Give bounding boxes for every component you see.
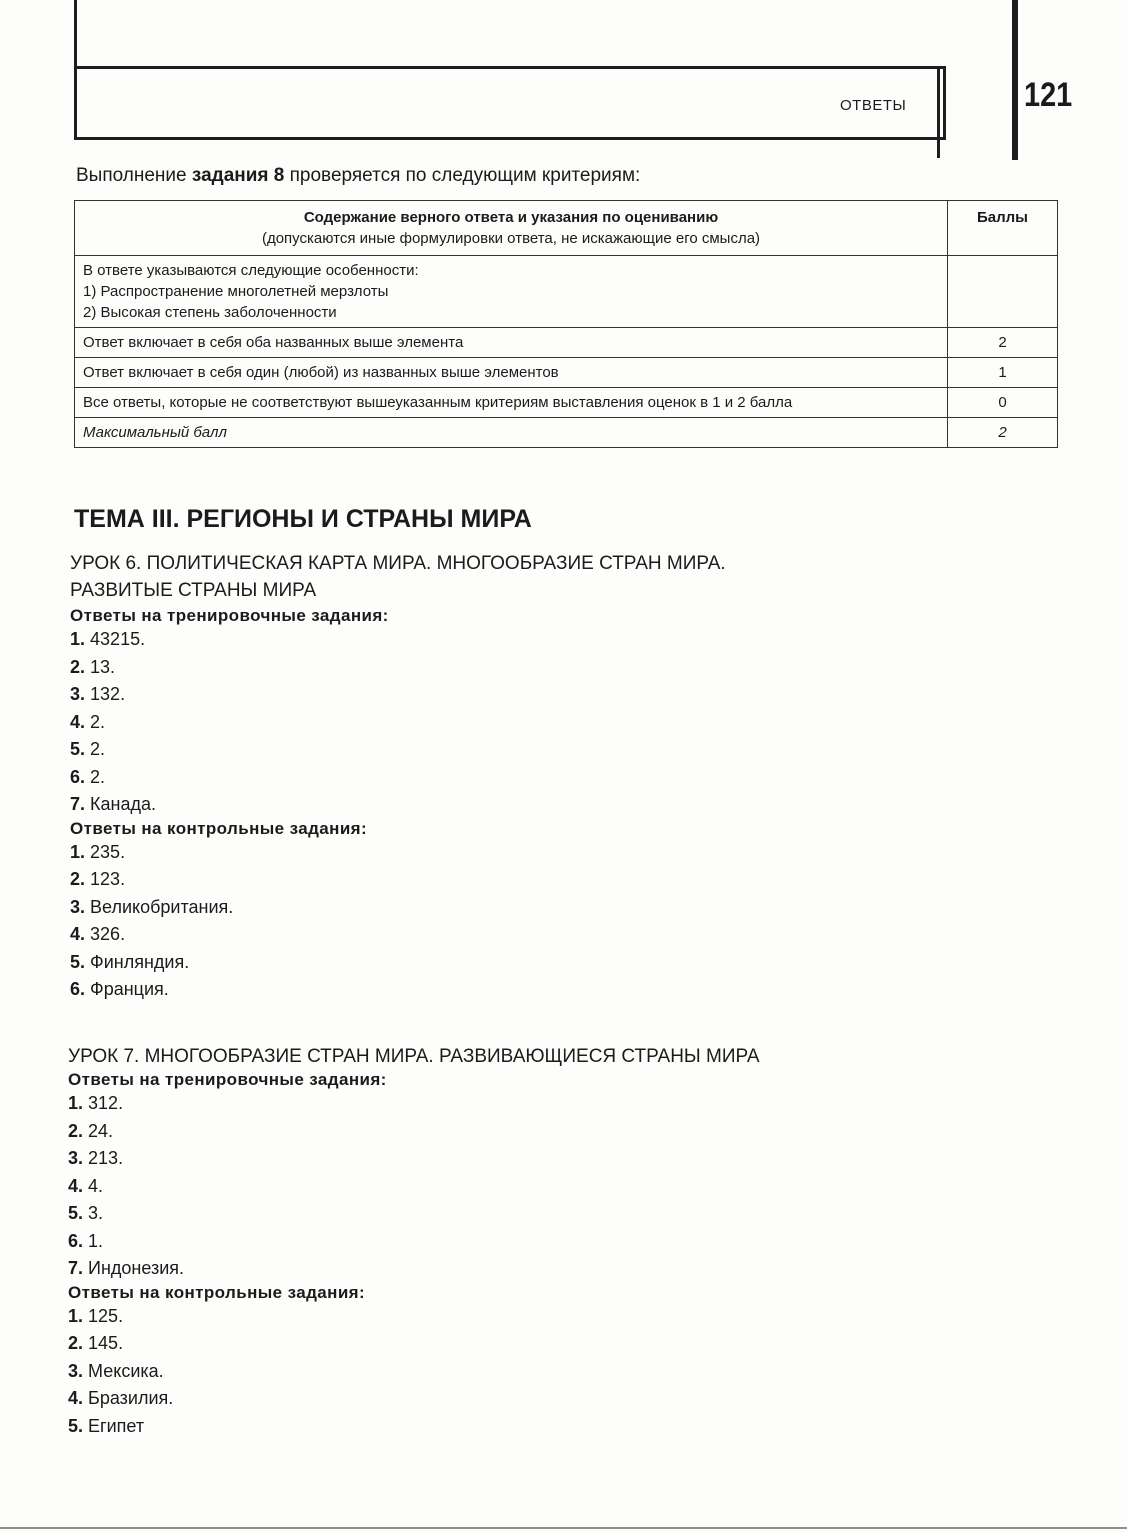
answer-item <box>70 626 726 654</box>
answer-number: 2. <box>70 656 86 677</box>
answer-item <box>70 866 726 894</box>
answer-value: 2. <box>90 739 106 759</box>
answer-item <box>68 1385 760 1413</box>
answer-item <box>68 1330 760 1358</box>
answer-item <box>68 1413 760 1441</box>
page-bottom-edge <box>0 1527 1127 1529</box>
table-row <box>75 388 1058 418</box>
answer-value: Великобритания. <box>90 896 234 917</box>
answer-number: 2. <box>68 1120 84 1141</box>
answer-value: 24. <box>88 1120 114 1141</box>
answer-item <box>68 1118 760 1146</box>
answer-number: 4. <box>68 1175 84 1196</box>
lesson6-control-list <box>70 839 726 1004</box>
answer-value: 3. <box>88 1203 104 1223</box>
answer-value: Франция. <box>90 979 169 999</box>
lesson7-control-list <box>68 1303 760 1441</box>
answer-item <box>70 654 726 682</box>
lesson7-title: УРОК 7. МНОГООБРАЗИЕ СТРАН МИРА. РАЗВИВАЮЩИЕСЯ СТРАНЫ МИРА <box>68 1046 760 1067</box>
intro-task-ref: задания 8 <box>191 165 285 186</box>
answer-item <box>70 709 726 737</box>
answer-value: Египет <box>88 1415 145 1436</box>
header-frame <box>74 66 946 140</box>
answer-value: 213. <box>88 1148 124 1168</box>
answer-value: 2. <box>90 711 106 732</box>
answer-value: 4. <box>88 1175 104 1196</box>
table-header-title: Содержание верного ответа и указания по оцениванию <box>303 209 719 226</box>
lesson6-title-line1: УРОК 6. ПОЛИТИЧЕСКАЯ КАРТА МИРА. МНОГООБРАЗИЕ СТРАН МИРА. <box>70 553 726 574</box>
answer-number: 4. <box>70 924 86 944</box>
answer-value: 145. <box>88 1333 124 1353</box>
lesson6-training-list <box>70 626 726 819</box>
answer-value: Бразилия. <box>88 1388 174 1408</box>
criterion-text: Ответ включает в себя оба названных выше элемента <box>75 328 948 358</box>
feature-item: 2) Высокая степень заболоченности <box>83 304 337 321</box>
answer-value: 13. <box>90 656 116 677</box>
answer-item <box>68 1173 760 1201</box>
table-header-subtitle: (допускаются иные формулировки ответа, не искажающие его смысла) <box>261 230 761 247</box>
answer-item <box>70 921 726 949</box>
features-intro: В ответе указываются следующие особенности: <box>83 262 419 279</box>
answer-item <box>70 976 726 1004</box>
answer-value: 2. <box>90 766 106 787</box>
feature-item: 1) Распространение многолетней мерзлоты <box>83 283 389 300</box>
table-row <box>75 358 1058 388</box>
answer-item <box>68 1358 760 1386</box>
table-header-row <box>75 201 1058 256</box>
answer-item <box>68 1200 760 1228</box>
criterion-points: 0 <box>948 388 1058 418</box>
answer-number: 3. <box>68 1148 84 1168</box>
answer-value: Индонезия. <box>88 1258 185 1278</box>
max-score-label: Максимальный балл <box>75 418 948 448</box>
answer-item <box>70 894 726 922</box>
answer-item <box>68 1303 760 1331</box>
answer-value: 43215. <box>90 629 146 649</box>
answer-item <box>68 1228 760 1256</box>
criteria-table <box>74 200 1058 448</box>
answer-number: 7. <box>70 794 86 814</box>
answer-item <box>70 949 726 977</box>
table-header-points: Баллы <box>948 201 1058 256</box>
running-header: ОТВЕТЫ <box>840 97 907 114</box>
header-side-bar <box>1012 0 1018 160</box>
answer-number: 4. <box>70 711 86 732</box>
answer-item <box>70 736 726 764</box>
lesson7-training-list <box>68 1090 760 1283</box>
table-row <box>75 256 1058 328</box>
answer-number: 5. <box>68 1415 84 1436</box>
answer-value: 1. <box>88 1230 104 1251</box>
features-points-cell <box>948 256 1058 328</box>
criterion-points: 2 <box>948 328 1058 358</box>
answer-value: 125. <box>88 1305 124 1326</box>
table-row <box>75 328 1058 358</box>
lesson7-control-heading: Ответы на контрольные задания: <box>68 1282 366 1302</box>
header-frame-right-line <box>937 66 940 158</box>
table-row <box>75 418 1058 448</box>
criterion-points: 1 <box>948 358 1058 388</box>
answer-number: 5. <box>68 1203 84 1223</box>
answer-number: 4. <box>68 1388 84 1408</box>
answer-item <box>68 1145 760 1173</box>
answer-number: 6. <box>70 766 86 787</box>
answer-number: 1. <box>68 1305 84 1326</box>
answer-number: 2. <box>68 1333 84 1353</box>
criterion-text: Все ответы, которые не соответствуют вышеуказанным критериям выставления оценок в 1 и 2 балла <box>75 388 948 418</box>
answer-value: 132. <box>90 684 126 704</box>
answer-number: 6. <box>68 1230 84 1251</box>
features-cell <box>75 256 948 328</box>
topic-title: ТЕМА III. РЕГИОНЫ И СТРАНЫ МИРА <box>74 505 532 533</box>
answer-item <box>68 1090 760 1118</box>
answer-number: 6. <box>70 979 86 999</box>
answer-item <box>68 1255 760 1283</box>
answer-value: 235. <box>90 841 126 862</box>
answer-value: 123. <box>90 869 126 889</box>
header-frame-left-line <box>74 0 77 70</box>
answer-item <box>70 681 726 709</box>
answer-number: 3. <box>68 1360 84 1381</box>
answer-value: Финляндия. <box>90 951 190 972</box>
lesson6-control-heading: Ответы на контрольные задания: <box>70 818 368 838</box>
table-header-content <box>75 201 948 256</box>
lesson6-section <box>70 550 726 1004</box>
intro-prefix: Выполнение <box>76 165 192 186</box>
lesson6-training-heading: Ответы на тренировочные задания: <box>70 606 389 625</box>
criterion-text: Ответ включает в себя один (любой) из названных выше элементов <box>75 358 948 388</box>
answer-value: 326. <box>90 924 126 944</box>
answer-item <box>70 791 726 819</box>
lesson7-training-heading: Ответы на тренировочные задания: <box>68 1070 387 1089</box>
answer-value: 312. <box>88 1093 124 1113</box>
answer-value: Мексика. <box>88 1360 164 1381</box>
answer-number: 2. <box>70 869 86 889</box>
lesson7-section <box>68 1043 760 1440</box>
answer-value: Канада. <box>90 794 156 814</box>
criteria-intro <box>76 165 640 187</box>
answer-number: 3. <box>70 684 86 704</box>
answer-item <box>70 764 726 792</box>
answer-number: 1. <box>70 629 86 649</box>
answer-number: 3. <box>70 896 86 917</box>
intro-suffix: проверяется по следующим критериям: <box>284 165 641 186</box>
answer-number: 7. <box>68 1258 84 1278</box>
answer-number: 5. <box>70 739 86 759</box>
page-number: 121 <box>1024 76 1073 114</box>
lesson6-title-line2: РАЗВИТЫЕ СТРАНЫ МИРА <box>70 580 317 601</box>
answer-number: 1. <box>68 1093 84 1113</box>
max-score-value: 2 <box>948 418 1058 448</box>
answer-number: 5. <box>70 951 86 972</box>
answer-number: 1. <box>70 841 86 862</box>
answer-item <box>70 839 726 867</box>
